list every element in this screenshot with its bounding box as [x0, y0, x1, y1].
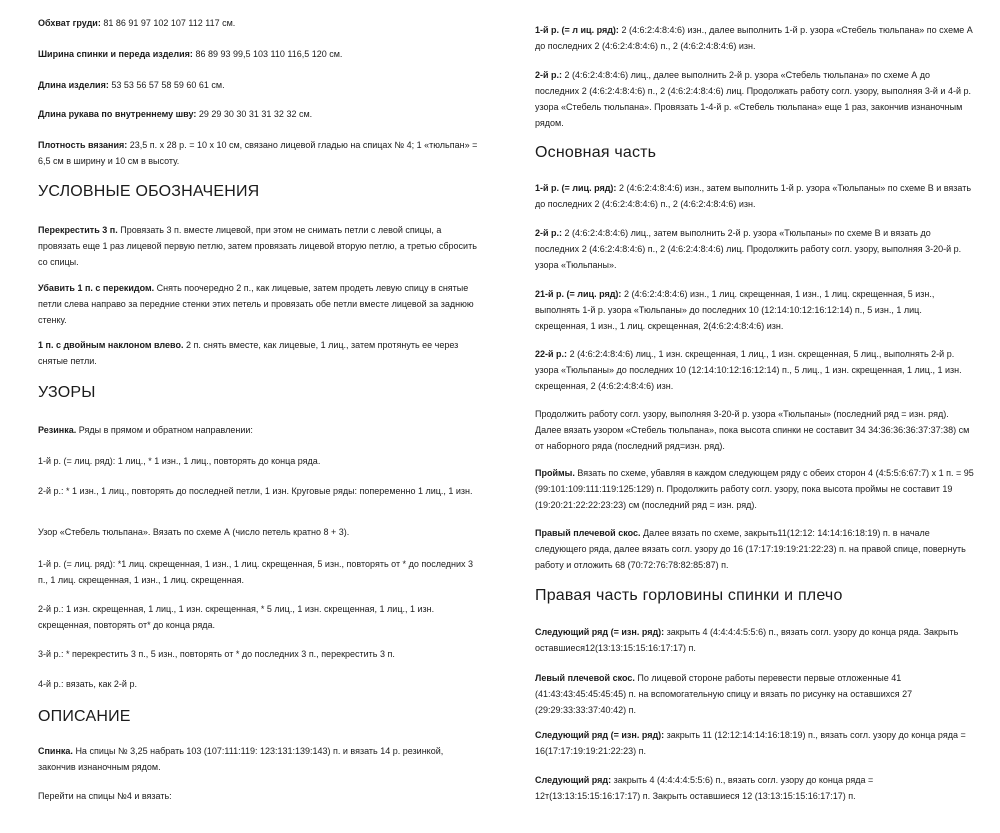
garment-length: Длина изделия: 53 53 56 57 58 59 60 61 см.: [38, 80, 225, 90]
next-row-2: Следующий ряд (= изн. ряд): закрыть 11 (12:12:14:14:16:18:19) п., вязать согл. узору до конца ряда = 16(17:17:19:19:21:22:23) п.: [535, 730, 966, 756]
tulip-stem-row-2: 2-й р.: 1 изн. скрещенная, 1 лиц., 1 изн. скрещенная, * 5 лиц., 1 изн. скрещенная, 1 лиц., 1 изн. скрещенная, повторять от* до конца ряда.: [38, 604, 435, 630]
rib-intro: Резинка. Ряды в прямом и обратном направлении:: [38, 425, 253, 435]
decrease-yo: Убавить 1 п. с перекидом. Снять поочередно 2 п., как лицевые, затем продеть левую спицу в снятые петли слева направо за передние стенки этих петель и провязать обе петли вместе лицевой за заднюю стенку.: [38, 283, 474, 325]
sleeve-length: Длина рукава по внутреннему шву: 29 29 30 30 31 31 32 32 см.: [38, 109, 313, 119]
main-row-21: 21-й р. (= лиц. ряд): 2 (4:6:2:4:8:4:6) изн., 1 лиц. скрещенная, 1 изн., 1 лиц. скрещенная, 5 изн., выполнять 1-й р. узора «Тюльпаны» до последних 10 (12:14:10:12:16:12:14) п., 5 изн., 1 лиц. скрещенная, 1 изн., 1 лиц. скрещенная, 2(4:6:2:4:8:4:6) изн.: [535, 289, 935, 331]
next-row-1: Следующий ряд (= изн. ряд): закрыть 4 (4:4:4:4:5:5:6) п., вязать согл. узору до конца ряда. Закрыть оставшиеся12(13:13:15:15:16:17:17) п.: [535, 627, 959, 653]
main-part-heading: Основная часть: [535, 144, 657, 161]
cross-stitch: Перекрестить 3 п. Провязать 3 п. вместе лицевой, при этом не снимать петли с левой спицы, а провязать еще 1 раз лицевой первую петлю, затем провязать лицевой вторую петлю, а третью сбросить со спицы.: [38, 225, 477, 267]
right-shoulder: Правый плечевой скос. Далее вязать по схеме, закрыть11(12:12: 14:14:16:18:19) п. в начале следующего ряда, далее вязать согл. узору до 16 (17:17:19:19:21:22:23) п. на правой спице, повернуть работу и отложить 68 (70:72:76:78:82:85:87) п.: [535, 528, 966, 570]
back-cast-on: Спинка. На спицы № 3,25 набрать 103 (107:111:119: 123:131:139:143) п. и вязать 14 р. резинкой, закончив изнаночным рядом.: [38, 746, 444, 772]
neck-heading: Правая часть горловины спинки и плечо: [535, 587, 843, 604]
body-width: Ширина спинки и переда изделия: 86 89 93 99,5 103 110 116,5 120 см.: [38, 49, 343, 59]
main-row-2: 2-й р.: 2 (4:6:2:4:8:4:6) лиц., затем выполнить 2-й р. узора «Тюльпаны» по схеме В и вязать до последних 2 (4:6:2:4:8:4:6) п., 2 (4:6:2:4:8:4:6) лиц. Продолжить работу согл. узору, выполняя 3-20-й р. узора «Тюльпаны».: [535, 228, 962, 270]
chest-size: Обхват груди: 81 86 91 97 102 107 112 117 см.: [38, 18, 236, 28]
switch-needles: Перейти на спицы №4 и вязать:: [38, 791, 172, 801]
tulip-stem-intro: Узор «Стебель тюльпана». Вязать по схеме А (число петель кратно 8 + 3).: [38, 527, 350, 537]
stem-row-1: 1-й р. (= л иц. ряд): 2 (4:6:2:4:8:4:6) изн., далее выполнить 1-й р. узора «Стебель тюльпана» по схеме А до последних 2 (4:6:2:4:8:4:6) п., 2 (4:6:2:4:8:4:6) изн.: [535, 25, 973, 51]
description-heading: ОПИСАНИЕ: [38, 708, 131, 725]
tulip-stem-row-1: 1-й р. (= лиц. ряд): *1 лиц. скрещенная, 1 изн., 1 лиц. скрещенная, 5 изн., повторять от * до последних 3 п., 1 лиц. скрещенная, 1 изн., 1 лиц. скрещенная.: [38, 559, 474, 585]
double-decrease: 1 п. с двойным наклоном влево. 2 п. снять вместе, как лицевые, 1 лиц., затем протянуть ее через снятые петли.: [38, 340, 459, 366]
main-row-1: 1-й р. (= лиц. ряд): 2 (4:6:2:4:8:4:6) изн., затем выполнить 1-й р. узора «Тюльпаны» по схеме В и вязать до последних 2 (4:6:2:4:8:4:6) п., 2 (4:6:2:4:8:4:6) изн.: [535, 183, 972, 209]
legend-heading: УСЛОВНЫЕ ОБОЗНАЧЕНИЯ: [38, 183, 260, 200]
armholes: Проймы. Вязать по схеме, убавляя в каждом следующем ряду с обеих сторон 4 (4:5:5:6:67:7) х 1 п. = 95 (99:101:109:111:119:125:129) п. Продолжить работу согл. узору, пока высота проймы не составит 19 (19:20:21:22:22:23:23) см (последний ряд = изн. ряд).: [535, 468, 974, 510]
continue-text: Продолжить работу согл. узору, выполняя 3-20-й р. узора «Тюльпаны» (последний ряд = изн. ряд). Далее вязать узором «Стебель тюльпана», пока высота спинки не составит 34 34:36:36:36:37:37:38) см от наборного ряда (последний ряд=изн. ряд).: [535, 409, 970, 451]
next-row-3: Следующий ряд: закрыть 4 (4:4:4:4:5:5:6) п., вязать согл. узору до конца ряда = 12т(13:13:15:15:16:17:17) п. Закрыть оставшиеся 12 (13:13:15:15:16:17:17) п.: [535, 775, 874, 801]
tulip-stem-row-3: 3-й р.: * перекрестить 3 п., 5 изн., повторять от * до последних 3 п., перекрестить 3 п.: [38, 649, 395, 659]
left-shoulder: Левый плечевой скос. По лицевой стороне работы перевести первые отложенные 41 (41:43:43:45:45:45:45) п. на вспомогательную спицу и вязать по рисунку на оставшихся 27 (29:29:33:33:37:40:42) п.: [535, 673, 913, 715]
rib-row-2: 2-й р.: * 1 изн., 1 лиц., повторять до последней петли, 1 изн. Круговые ряды: попеременно 1 лиц., 1 изн.: [38, 486, 473, 496]
rib-row-1: 1-й р. (= лиц. ряд): 1 лиц., * 1 изн., 1 лиц., повторять до конца ряда.: [38, 456, 321, 466]
gauge: Плотность вязания: 23,5 п. х 28 р. = 10 х 10 см, связано лицевой гладью на спицах № 4; 1 «тюльпан» = 6,5 см в ширину и 10 см в высоту.: [38, 140, 478, 166]
tulip-stem-row-4: 4-й р.: вязать, как 2-й р.: [38, 679, 137, 689]
stem-row-2: 2-й р.: 2 (4:6:2:4:8:4:6) лиц., далее выполнить 2-й р. узора «Стебель тюльпана» по схеме А до последних 2 (4:6:2:4:8:4:6) п., 2 (4:6:2:4:8:4:6) лиц. Продолжать работу согл. узору, выполняя 3-й и 4-й р. узора «Стебель тюльпана». Провязать 1-4-й р. «Стебель тюльпана» еще 1 раз, закончив изнаночным рядом.: [535, 70, 971, 128]
main-row-22: 22-й р.: 2 (4:6:2:4:8:4:6) лиц., 1 изн. скрещенная, 1 лиц., 1 изн. скрещенная, 5 лиц., выполнять 2-й р. узора «Тюльпаны» до последних 10 (12:14:10:12:16:12:14) п., 5 лиц., 1 изн. скрещенная, 1 лиц., 1 изн. скрещенная, 2 (4:6:2:4:8:4:6) изн.: [535, 349, 962, 391]
patterns-heading: УЗОРЫ: [38, 384, 96, 401]
